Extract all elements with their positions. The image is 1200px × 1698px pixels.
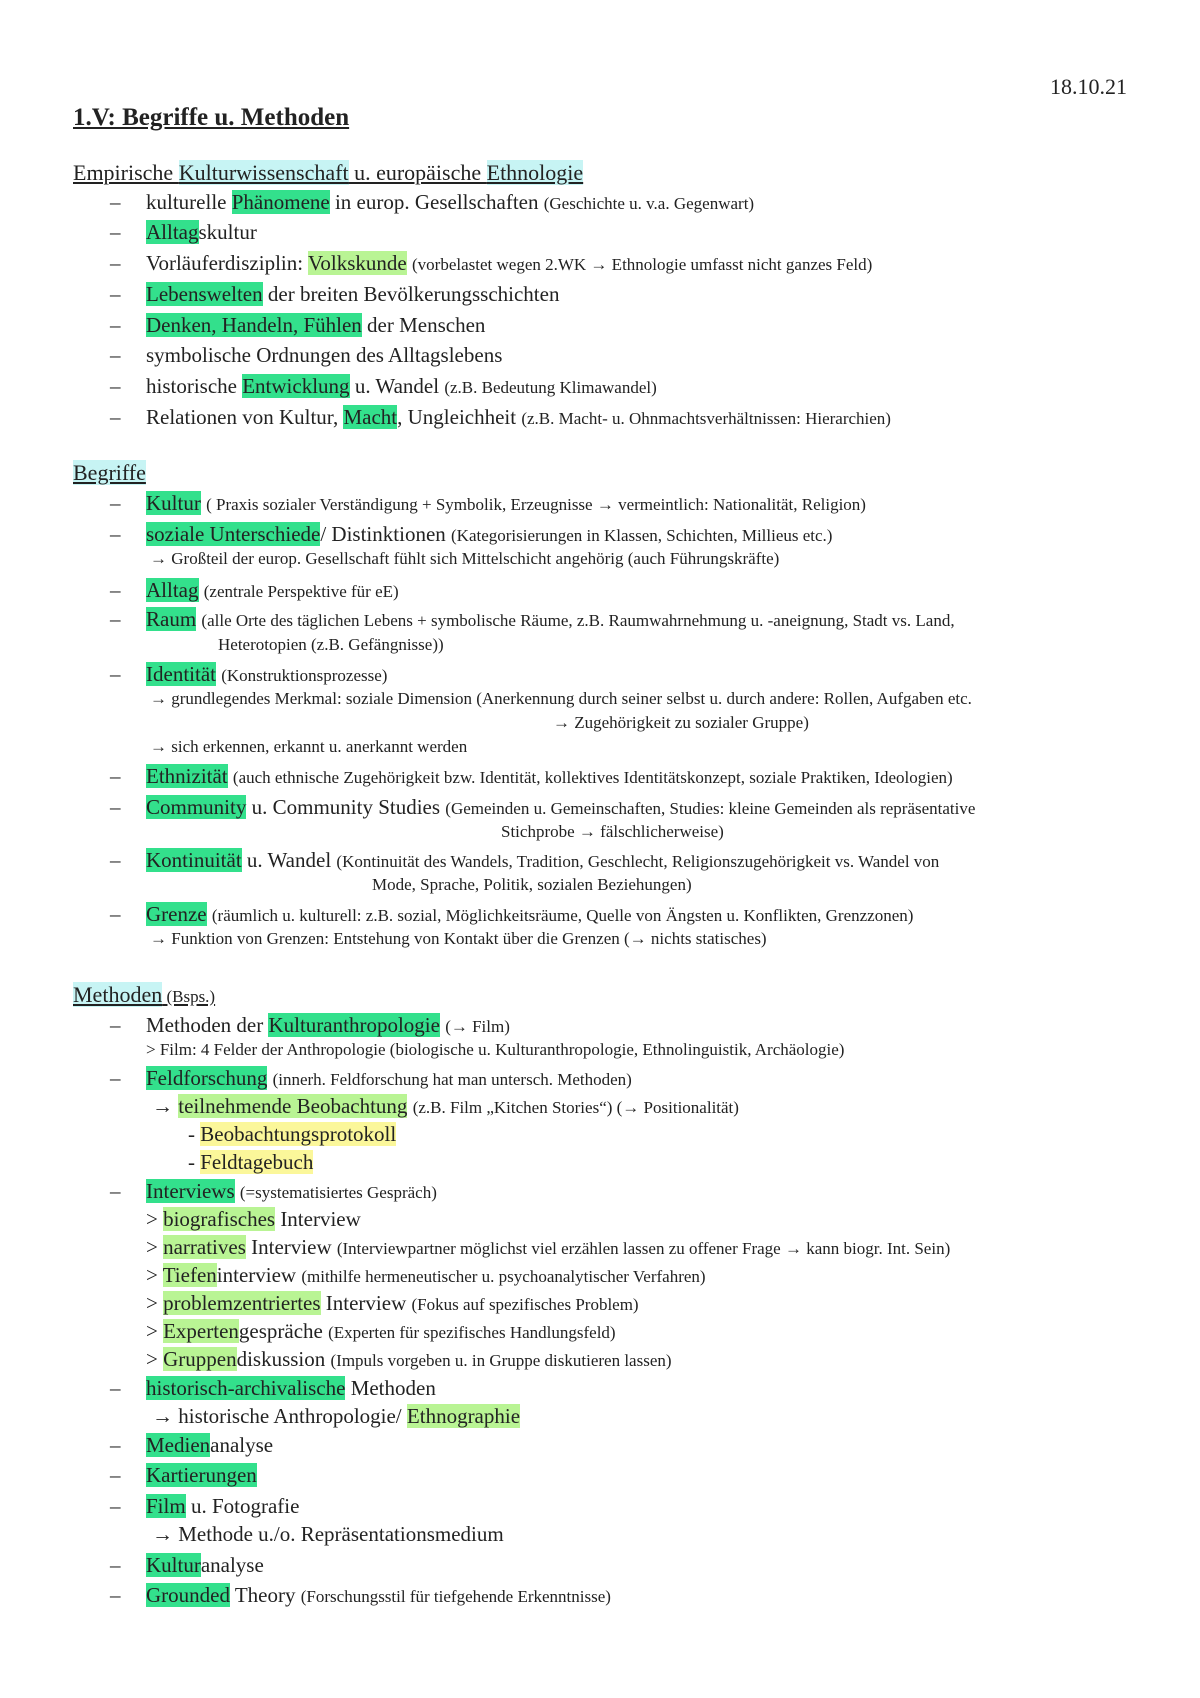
text-fragment: Interviews	[146, 1179, 235, 1203]
list-item	[146, 1013, 510, 1038]
text-fragment: (Interviewpartner möglichst viel erzählen lassen zu offener Frage → kann biogr. Int. Sein)	[336, 1239, 951, 1258]
sub-item	[152, 1094, 739, 1119]
text-fragment: diskussion	[236, 1347, 331, 1371]
interview-type	[146, 1263, 706, 1288]
text-fragment: (vorbelastet wegen 2.WK → Ethnologie umfasst nicht ganzes Feld)	[412, 255, 873, 274]
text-fragment: gespräche	[238, 1319, 329, 1343]
text-fragment: (→ Film)	[445, 1017, 510, 1036]
text-fragment: kulturelle	[146, 190, 232, 214]
note: Mode, Sprache, Politik, sozialen Beziehungen)	[372, 875, 692, 894]
list-item	[146, 764, 953, 789]
text-fragment: >	[146, 1319, 164, 1343]
text-fragment: ( Praxis sozialer Verständigung + Symbolik, Erzeugnisse → vermeintlich: Nationalität, Religion)	[206, 495, 866, 514]
text-fragment: biografisches	[163, 1207, 276, 1231]
list-dash: –	[110, 282, 121, 306]
text-fragment: Alltag	[146, 578, 199, 602]
text-fragment: Kultur	[146, 1553, 201, 1577]
text-fragment: (z.B. Bedeutung Klimawandel)	[444, 378, 657, 397]
list-item	[146, 1179, 437, 1204]
text-fragment: (z.B. Film „Kitchen Stories“) (→ Positionalität)	[412, 1098, 739, 1117]
list-dash: –	[110, 578, 121, 602]
text-fragment: (zentrale Perspektive für eE)	[203, 582, 399, 601]
text-fragment: Methoden	[345, 1376, 436, 1400]
text-fragment: Theory	[229, 1583, 301, 1607]
note: > Film: 4 Felder der Anthropologie (biologische u. Kulturanthropologie, Ethnolinguistik, Archäologie)	[146, 1040, 845, 1059]
note: → Funktion von Grenzen: Entstehung von Kontakt über die Grenzen (→ nichts statisches)	[150, 929, 767, 948]
text-fragment: u. Wandel	[241, 848, 337, 872]
text-fragment: (alle Orte des täglichen Lebens + symbolische Räume, z.B. Raumwahrnehmung u. -aneignung, Stadt vs. Land,	[201, 611, 955, 630]
page-title: 1.V: Begriffe u. Methoden	[73, 104, 350, 131]
list-dash: –	[110, 1066, 121, 1090]
note: → grundlegendes Merkmal: soziale Dimension (Anerkennung durch seiner selbst u. durch andere: Rollen, Aufgaben etc.	[150, 689, 972, 708]
list-dash: –	[110, 313, 121, 337]
text-fragment: Interview	[275, 1207, 361, 1231]
list-dash: –	[110, 1463, 121, 1487]
text-fragment: -	[188, 1150, 201, 1174]
text-fragment: Experten	[163, 1319, 239, 1343]
text-fragment: Ethnizität	[146, 764, 228, 788]
section-heading-ekw	[73, 160, 583, 186]
text-fragment: narratives	[163, 1235, 246, 1259]
text-fragment: der Menschen	[361, 313, 486, 337]
text-fragment: (=systematisiertes Gespräch)	[239, 1183, 437, 1202]
text-fragment: -	[188, 1122, 201, 1146]
text-fragment: Methoden der	[146, 1013, 269, 1037]
text-fragment: (Bsps.)	[162, 987, 216, 1006]
text-fragment: Identität	[146, 662, 216, 686]
list-dash: –	[110, 1376, 121, 1400]
text-fragment: historische	[146, 374, 243, 398]
list-item	[146, 1553, 264, 1578]
list-item	[146, 220, 257, 245]
list-item	[146, 374, 657, 399]
text-fragment: (mithilfe hermeneutischer u. psychoanalytischer Verfahren)	[301, 1267, 706, 1286]
text-fragment: Feldtagebuch	[200, 1150, 314, 1174]
interview-type	[146, 1291, 639, 1316]
list-dash: –	[110, 607, 121, 631]
list-item	[146, 522, 832, 547]
text-fragment: →	[152, 1094, 179, 1118]
text-fragment: Medien	[146, 1433, 211, 1457]
text-fragment: (z.B. Macht- u. Ohnmachtsverhältnissen: Hierarchien)	[521, 409, 891, 428]
list-item	[146, 848, 939, 873]
text-fragment: Gruppen	[163, 1347, 237, 1371]
text-fragment: >	[146, 1207, 164, 1231]
text-fragment: analyse	[210, 1433, 274, 1457]
text-fragment: Begriffe	[73, 460, 146, 485]
list-dash: –	[110, 662, 121, 686]
text-fragment: (Kontinuität des Wandels, Tradition, Geschlecht, Religionszugehörigkeit vs. Wandel von	[336, 852, 940, 871]
text-fragment: >	[146, 1263, 163, 1287]
text-fragment: , Ungleichheit	[397, 405, 522, 429]
list-dash: –	[110, 1553, 121, 1577]
text-fragment: Community	[146, 795, 247, 819]
list-dash: –	[110, 190, 121, 214]
text-fragment: (Konstruktionsprozesse)	[221, 666, 388, 685]
text-fragment: Interview	[320, 1291, 412, 1315]
list-item	[146, 607, 955, 632]
sub-item: → Methode u./o. Repräsentationsmedium	[152, 1522, 504, 1546]
text-fragment: Kontinuität	[146, 848, 242, 872]
list-dash: –	[110, 405, 121, 429]
text-fragment: Denken, Handeln, Fühlen	[146, 313, 362, 337]
note: Heterotopien (z.B. Gefängnisse))	[218, 635, 444, 654]
sub-item	[188, 1122, 396, 1147]
text-fragment: u. Fotografie	[185, 1494, 300, 1518]
text-fragment: (innerh. Feldforschung hat man untersch. Methoden)	[272, 1070, 632, 1089]
text-fragment: in europ. Gesellschaften	[329, 190, 544, 214]
list-dash: –	[110, 220, 121, 244]
text-fragment: (auch ethnische Zugehörigkeit bzw. Identität, kollektives Identitätskonzept, soziale Praktiken, Ideologien)	[232, 768, 953, 787]
note: → Zugehörigkeit zu sozialer Gruppe)	[553, 713, 809, 732]
text-fragment: Kulturwissenschaft	[178, 160, 349, 185]
list-item	[146, 1583, 611, 1608]
text-fragment: Macht	[343, 405, 398, 429]
list-dash: –	[110, 374, 121, 398]
text-fragment: Grounded	[146, 1583, 230, 1607]
list-dash: –	[110, 1179, 121, 1203]
list-dash: –	[110, 343, 121, 367]
text-fragment: Feldforschung	[146, 1066, 268, 1090]
list-item	[146, 313, 485, 338]
text-fragment: / Distinktionen	[320, 522, 452, 546]
list-item	[146, 1066, 632, 1091]
list-dash: –	[110, 522, 121, 546]
text-fragment: Kulturanthropologie	[268, 1013, 440, 1037]
text-fragment: analyse	[200, 1553, 264, 1577]
list-dash: –	[110, 902, 121, 926]
text-fragment: symbolische Ordnungen des Alltagslebens	[146, 343, 503, 367]
text-fragment: >	[146, 1235, 164, 1259]
text-fragment: der breiten Bevölkerungsschichten	[262, 282, 560, 306]
text-fragment: skultur	[198, 220, 257, 244]
list-item	[146, 343, 502, 368]
text-fragment: >	[146, 1347, 164, 1371]
text-fragment: Grenze	[146, 902, 207, 926]
text-fragment: Kartierungen	[146, 1463, 257, 1487]
list-item	[146, 662, 387, 687]
list-item	[146, 251, 872, 276]
text-fragment: (Impuls vorgeben u. in Gruppe diskutieren lassen)	[330, 1351, 672, 1370]
list-item	[146, 405, 891, 430]
list-item	[146, 1433, 273, 1458]
interview-type	[146, 1235, 950, 1260]
text-fragment: u. Wandel	[349, 374, 445, 398]
list-dash: –	[110, 1583, 121, 1607]
text-fragment: problemzentriertes	[163, 1291, 321, 1315]
text-fragment: Phänomene	[231, 190, 330, 214]
text-fragment: Kultur	[146, 491, 201, 515]
text-fragment: Ethnologie	[486, 160, 584, 185]
text-fragment: u. europäische	[348, 160, 487, 185]
sub-item	[188, 1150, 313, 1175]
list-dash: –	[110, 848, 121, 872]
date: 18.10.21	[1050, 74, 1127, 99]
text-fragment: (Gemeinden u. Gemeinschaften, Studies: kleine Gemeinden als repräsentative	[445, 799, 976, 818]
text-fragment: Interview	[245, 1235, 337, 1259]
list-item	[146, 190, 754, 215]
text-fragment: Ethnographie	[406, 1404, 521, 1428]
text-fragment: (Kategorisierungen in Klassen, Schichten, Millieus etc.)	[451, 526, 833, 545]
list-dash: –	[110, 1433, 121, 1457]
list-item	[146, 578, 399, 603]
text-fragment: (Experten für spezifisches Handlungsfeld)	[328, 1323, 616, 1342]
list-item	[146, 1376, 436, 1401]
text-fragment: Volkskunde	[307, 251, 407, 275]
list-dash: –	[110, 795, 121, 819]
list-item	[146, 1494, 299, 1519]
text-fragment: → historische Anthropologie/	[152, 1404, 407, 1428]
text-fragment: interview	[216, 1263, 302, 1287]
list-item	[146, 1463, 257, 1488]
text-fragment: Relationen von Kultur,	[146, 405, 344, 429]
text-fragment: (Geschichte u. v.a. Gegenwart)	[543, 194, 755, 213]
interview-type	[146, 1207, 361, 1232]
list-dash: –	[110, 764, 121, 788]
text-fragment: Raum	[146, 607, 197, 631]
text-fragment: Entwicklung	[242, 374, 350, 398]
interview-type	[146, 1347, 672, 1372]
text-fragment: >	[146, 1291, 164, 1315]
list-item	[146, 795, 975, 820]
text-fragment: Tiefen	[162, 1263, 217, 1287]
text-fragment: (Fokus auf spezifisches Problem)	[411, 1295, 639, 1314]
list-item	[146, 491, 866, 516]
text-fragment: u. Community Studies	[246, 795, 446, 819]
sub-item	[152, 1404, 520, 1429]
text-fragment: Methoden	[73, 982, 163, 1007]
section-heading-begriffe	[73, 460, 146, 486]
text-fragment: (Forschungsstil für tiefgehende Erkenntnisse)	[300, 1587, 611, 1606]
text-fragment: soziale Unterschiede	[146, 522, 321, 546]
text-fragment: Film	[146, 1494, 186, 1518]
text-fragment: (räumlich u. kulturell: z.B. sozial, Möglichkeitsräume, Quelle von Ängsten u. Konflikten, Grenzzonen)	[211, 906, 914, 925]
text-fragment: Alltag	[146, 220, 199, 244]
list-dash: –	[110, 1494, 121, 1518]
section-heading-methoden	[73, 982, 215, 1008]
list-item	[146, 902, 913, 927]
list-dash: –	[110, 491, 121, 515]
note: → sich erkennen, erkannt u. anerkannt werden	[150, 737, 468, 756]
text-fragment: teilnehmende Beobachtung	[178, 1094, 408, 1118]
note: Stichprobe → fälschlicherweise)	[501, 822, 724, 841]
text-fragment: Beobachtungsprotokoll	[200, 1122, 397, 1146]
list-dash: –	[110, 251, 121, 275]
list-item	[146, 282, 559, 307]
text-fragment: Lebenswelten	[146, 282, 263, 306]
text-fragment: historisch-archivalische	[146, 1376, 346, 1400]
text-fragment: Empirische	[73, 160, 179, 185]
interview-type	[146, 1319, 616, 1344]
text-fragment: Vorläuferdisziplin:	[146, 251, 308, 275]
list-dash: –	[110, 1013, 121, 1037]
note: → Großteil der europ. Gesellschaft fühlt sich Mittelschicht angehörig (auch Führungskräfte)	[150, 549, 780, 568]
